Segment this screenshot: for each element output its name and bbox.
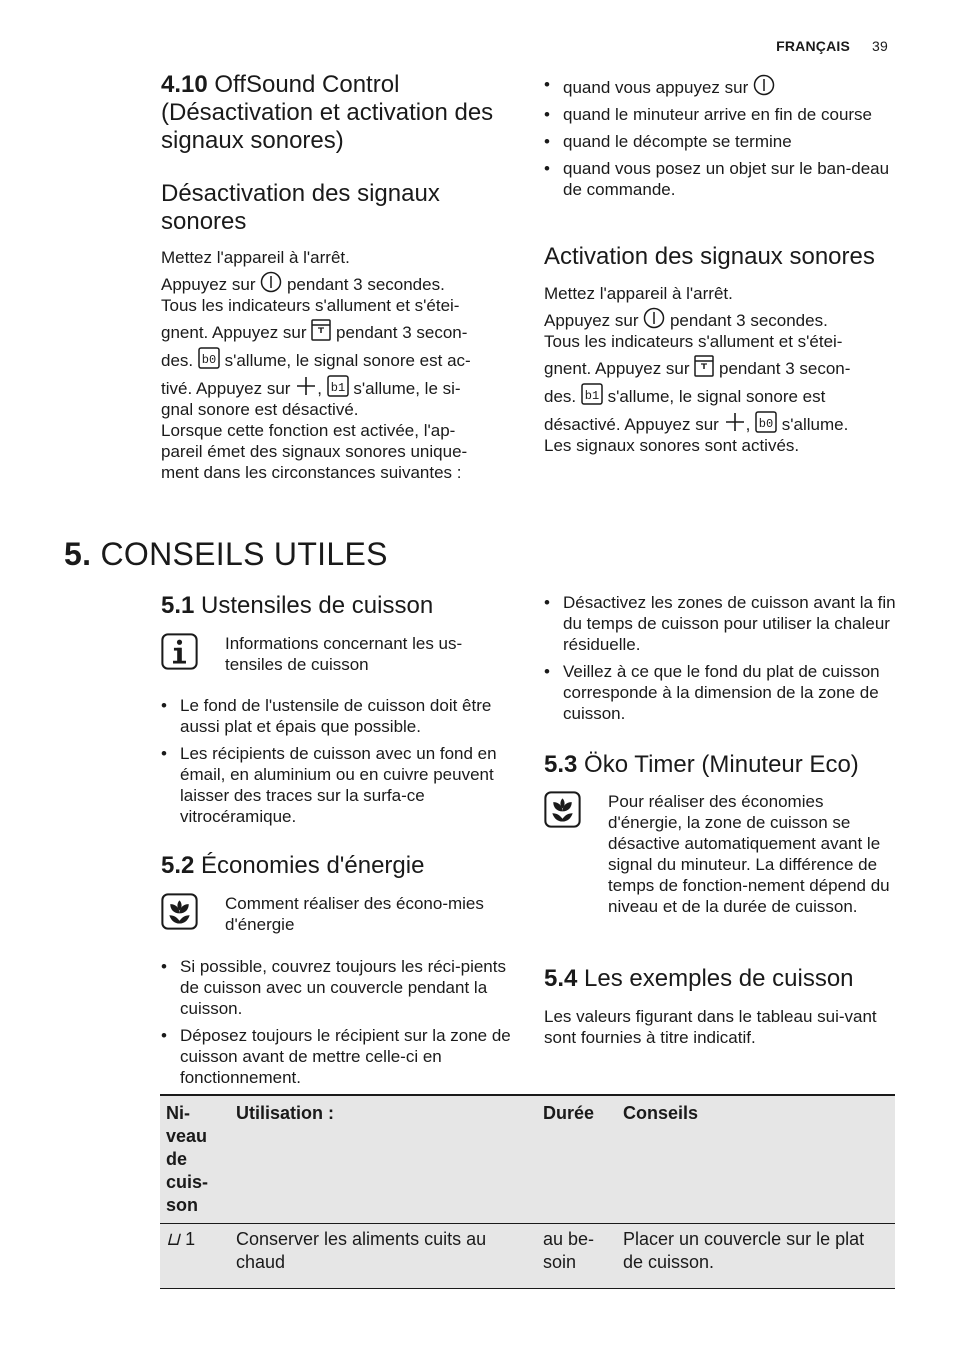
text-line: ment dans les circonstances suivantes : xyxy=(161,463,462,482)
section-4-10-title xyxy=(161,71,501,155)
table-row xyxy=(160,1224,895,1289)
deactivation-title: Désactivation des signaux sonores xyxy=(161,180,440,235)
section-number: 5.4 xyxy=(544,965,578,992)
section-5-4-intro: Les valeurs figurant dans le tableau sui-vant sont fournies à titre indicatif. xyxy=(544,1007,877,1047)
keep-warm-icon: ⊔ xyxy=(166,1229,181,1249)
list-item: • quand le décompte se termine xyxy=(544,131,894,152)
chapter-number: 5. xyxy=(64,536,92,572)
text-run: s'allume. xyxy=(781,415,849,434)
list-item: • Les récipients de cuisson avec un fond en émail, en aluminium ou en cuivre peuvent laisser des traces sur la surfa-ce vitrocéramique. xyxy=(161,743,516,827)
section-number: 5.2 xyxy=(161,852,195,879)
activation-line: Mettez l'appareil à l'arrêt. xyxy=(544,284,733,303)
section-number: 5.3 xyxy=(544,751,578,778)
text-run: , xyxy=(745,415,751,434)
text-run: s'allume, le si- xyxy=(353,379,461,398)
level-value: 1 xyxy=(185,1229,196,1249)
plus-icon xyxy=(295,375,317,397)
list-item: • Veillez à ce que le fond du plat de cuisson corresponde à la dimension de la zone de cuisson. xyxy=(544,661,899,724)
plus-icon xyxy=(724,411,746,433)
text-run: pendant 3 secondes. xyxy=(669,311,828,330)
timer-icon xyxy=(694,355,714,377)
list-item: • Déposez toujours le récipient sur la zone de cuisson avant de mettre celle-ci en fonctionnement. xyxy=(161,1025,516,1088)
eco-icon xyxy=(544,791,581,828)
chapter-title xyxy=(64,536,388,572)
section-title-text: Économies d'énergie xyxy=(201,852,425,879)
text-run: s'allume, le signal sonore est ac- xyxy=(224,351,471,370)
text-run: Appuyez sur xyxy=(161,275,256,294)
list-item: • Si possible, couvrez toujours les réci-pients de cuisson avec un couvercle pendant la cuisson. xyxy=(161,956,516,1019)
table-header: Durée xyxy=(537,1095,617,1224)
page-number: 39 xyxy=(872,38,888,54)
text-run: tivé. Appuyez sur xyxy=(161,379,291,398)
text-run: s'allume, le signal sonore est xyxy=(607,387,826,406)
text-line: Tous les indicateurs s'allument et s'étei- xyxy=(544,332,843,351)
eco-box xyxy=(161,893,506,935)
text-run: gnent. Appuyez sur xyxy=(544,359,690,378)
info-icon xyxy=(161,633,198,670)
text-line: Les signaux sonores sont activés. xyxy=(544,436,800,455)
text-run: des. xyxy=(544,387,577,406)
eco-icon xyxy=(161,893,198,930)
section-title-text: Öko Timer (Minuteur Eco) xyxy=(584,751,859,778)
deactivation-text xyxy=(161,247,516,483)
info-box xyxy=(161,633,506,675)
text-run: désactivé. Appuyez sur xyxy=(544,415,719,434)
text-run: des. xyxy=(161,351,194,370)
section-5-2-right-bullets xyxy=(544,592,899,730)
text-run: pendant 3 secondes. xyxy=(286,275,445,294)
level-cell xyxy=(160,1224,230,1289)
timer-icon xyxy=(311,319,331,341)
section-5-2-bullets xyxy=(161,956,516,1094)
text-line: Lorsque cette fonction est activée, l'ap- xyxy=(161,421,456,440)
info-text: Pour réaliser des économies d'énergie, la zone de cuisson se désactive automatiquement avant le signal du minuteur. La différence de temps de fonction-nement dépend du niveau et de la durée de cuisson. xyxy=(608,792,890,916)
info-text: Informations concernant les us-tensiles de cuisson xyxy=(225,634,463,674)
tip-cell: Placer un couvercle sur le plat de cuisson. xyxy=(617,1224,895,1289)
section-5-1-title xyxy=(161,592,433,620)
list-item xyxy=(544,74,894,98)
text-run: gnent. Appuyez sur xyxy=(161,323,307,342)
use-cell: Conserver les aliments cuits au chaud xyxy=(230,1224,537,1289)
table-header: Conseils xyxy=(617,1095,895,1224)
table-header: Ni-veau de cuis-son xyxy=(160,1095,230,1224)
section-5-1-bullets xyxy=(161,695,516,833)
text-run: quand vous appuyez sur xyxy=(563,78,749,97)
b0-display-icon xyxy=(755,411,777,433)
duration-cell: au be-soin xyxy=(537,1224,617,1289)
b1-display-icon xyxy=(581,383,603,405)
power-icon xyxy=(643,307,665,329)
b1-display-icon xyxy=(327,375,349,397)
table-header: Utilisation : xyxy=(230,1095,537,1224)
section-title-text: Ustensiles de cuisson xyxy=(201,592,434,619)
text-run: , xyxy=(317,379,322,398)
section-number: 5.1 xyxy=(161,592,195,619)
activation-title: Activation des signaux sonores xyxy=(544,243,875,270)
page-header xyxy=(776,38,888,54)
text-run: pendant 3 secon- xyxy=(336,323,468,342)
info-text: Comment réaliser des écono-mies d'énergie xyxy=(225,894,484,934)
power-icon xyxy=(753,74,775,96)
section-5-4-title xyxy=(544,965,854,993)
power-icon xyxy=(260,271,282,293)
deactivation-line: Mettez l'appareil à l'arrêt. xyxy=(161,248,350,267)
header-language: FRANÇAIS xyxy=(776,38,851,54)
table-header-row xyxy=(160,1095,895,1224)
section-title-text: Les exemples de cuisson xyxy=(584,965,854,992)
text-line: Tous les indicateurs s'allument et s'étei- xyxy=(161,296,460,315)
text-run: Appuyez sur xyxy=(544,311,639,330)
activation-text xyxy=(544,283,904,456)
list-item: • Désactivez les zones de cuisson avant la fin du temps de cuisson pour utiliser la chaleur résiduelle. xyxy=(544,592,899,655)
section-title-text: OffSound Control (Désactivation et activation des signaux sonores) xyxy=(161,71,494,154)
sound-bullets xyxy=(544,74,894,206)
list-item: • Le fond de l'ustensile de cuisson doit être aussi plat et épais que possible. xyxy=(161,695,516,737)
eco-box xyxy=(544,791,894,917)
chapter-title-text: CONSEILS UTILES xyxy=(100,536,388,572)
section-5-2-title xyxy=(161,852,424,880)
list-item: • quand vous posez un objet sur le ban-deau de commande. xyxy=(544,158,894,200)
list-item: • quand le minuteur arrive en fin de course xyxy=(544,104,894,125)
section-number: 4.10 xyxy=(161,71,208,98)
section-5-3-title xyxy=(544,751,859,779)
cooking-table xyxy=(160,1094,895,1289)
text-run: pendant 3 secon- xyxy=(719,359,851,378)
text-line: pareil émet des signaux sonores unique- xyxy=(161,442,468,461)
b0-display-icon xyxy=(198,347,220,369)
text-line: gnal sonore est désactivé. xyxy=(161,400,359,419)
